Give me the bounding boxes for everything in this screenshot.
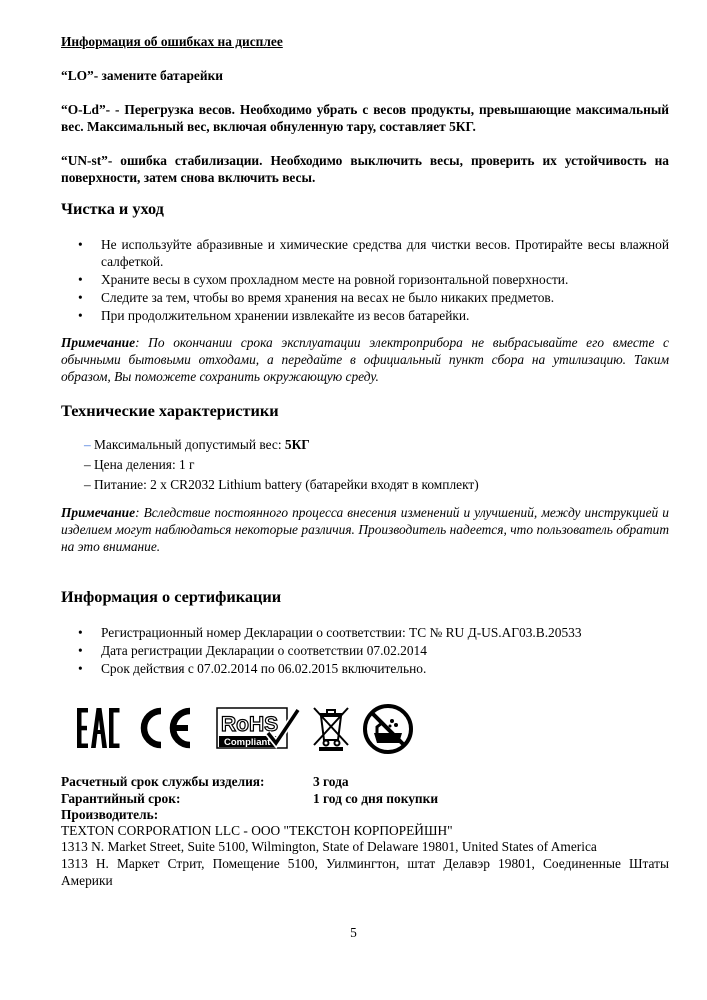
cert-item: • Срок действия с 07.02.2014 по 06.02.2015 включительно. — [78, 661, 427, 676]
specs-title: Технические характеристики — [61, 401, 279, 420]
care-note — [61, 334, 669, 385]
bullet-icon: • — [78, 661, 83, 676]
manufacturer-label: Производитель: — [61, 807, 159, 822]
specs-note — [61, 504, 669, 555]
svg-text:RoHS: RoHS — [221, 713, 279, 736]
errors-title: Информация об ошибках на дисплее — [61, 34, 283, 49]
care-note-label: Примечание — [61, 335, 136, 350]
bullet-icon: • — [78, 643, 83, 658]
cert-title: Информация о сертификации — [61, 587, 282, 606]
service-life-label: Расчетный срок службы изделия: — [61, 774, 265, 789]
care-item: • Храните весы в сухом прохладном месте на ровной горизонтальной поверхности. — [78, 272, 569, 287]
warranty-value: 1 год со дня покупки — [313, 791, 439, 806]
care-note-text: : По окончании срока эксплуатации электроприбора не выбрасывайте его вместе с обычными бытовыми отходами, а передайте в официальный пункт сбора на утилизацию. Таким образом, Вы поможете сохранить окружающую среду. — [61, 335, 669, 384]
dash-icon: – — [84, 477, 91, 492]
error-unst: “UN-st”- ошибка стабилизации. Необходимо выключить весы, проверить их устойчивость на поверхности, затем снова включить весы. — [61, 153, 669, 185]
svg-text:Compliant: Compliant — [224, 737, 271, 748]
bullet-icon: • — [78, 625, 83, 640]
cert-list — [61, 624, 669, 678]
error-old: “O-Ld”- - Перегрузка весов. Необходимо убрать с весов продукты, превышающие максимальный вес. Максимальный вес, включая обнуленную тару, составляет 5КГ. — [61, 102, 669, 134]
cert-item: • Регистрационный номер Декларации о соответствии: ТС № RU Д-US.АГ03.В.20533 — [78, 625, 582, 640]
specs-note-label: Примечание — [61, 505, 136, 520]
bullet-icon: • — [78, 308, 83, 323]
specs-list — [84, 435, 644, 495]
bullet-icon: • — [78, 290, 83, 305]
service-life-value: 3 года — [313, 774, 349, 789]
bullet-icon: • — [78, 272, 83, 287]
care-item: • При продолжительном хранении извлекайте из весов батарейки. — [78, 308, 470, 323]
care-item: • Следите за тем, чтобы во время хранения на весах не было никаких предметов. — [78, 290, 555, 305]
weee-bin-icon — [311, 704, 351, 756]
spec-item: – Питание: 2 x CR2032 Lithium battery (батарейки входят в комплект) — [84, 475, 644, 495]
spec-item: – Цена деления: 1 г — [84, 455, 644, 475]
dash-icon: – — [84, 437, 91, 452]
error-lo: “LO”- замените батарейки — [61, 68, 224, 83]
bullet-icon: • — [78, 237, 83, 252]
service-life-row — [61, 773, 669, 790]
care-title: Чистка и уход — [61, 199, 164, 218]
care-item: • Не используйте абразивные и химические средства для чистки весов. Протирайте весы влажной салфеткой. — [78, 237, 669, 269]
page-number: 5 — [350, 925, 357, 940]
do-not-immerse-icon — [362, 703, 414, 759]
eac-mark-icon — [75, 706, 121, 754]
care-list — [61, 236, 669, 325]
cert-item: • Дата регистрации Декларации о соответствии 07.02.2014 — [78, 643, 427, 658]
rohs-compliant-icon — [216, 707, 300, 753]
certification-logos — [73, 700, 453, 760]
specs-note-text: : Вследствие постоянного процесса внесения изменений и улучшений, между инструкцией и изделием могут наблюдаться некоторые различия. Производитель надеется, что пользователь обратит на это внимание. — [61, 505, 669, 554]
address-ru: 1313 Н. Маркет Стрит, Помещение 5100, Уилмингтон, штат Делавэр 19801, Соединенные Штаты Америки — [61, 856, 669, 888]
warranty-label: Гарантийный срок: — [61, 791, 181, 806]
warranty-row — [61, 790, 669, 807]
spec-item: – Максимальный допустимый вес: 5КГ — [84, 435, 644, 455]
ce-mark-icon — [135, 705, 195, 755]
dash-icon: – — [84, 457, 91, 472]
manufacturer-name: TEXTON CORPORATION LLC - ООО "ТЕКСТОН КОРПОРЕЙШН" — [61, 823, 453, 838]
address-en: 1313 N. Market Street, Suite 5100, Wilmington, State of Delaware 19801, United States of America — [61, 839, 597, 854]
